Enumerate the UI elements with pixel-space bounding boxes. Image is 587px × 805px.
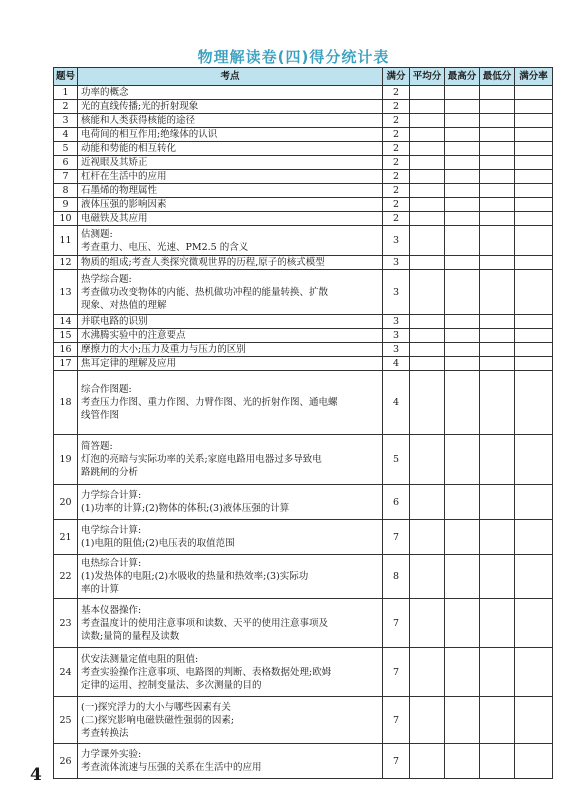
- topic-text-line: 简答题:: [81, 441, 113, 452]
- question-number: 7: [54, 170, 78, 184]
- question-number: 2: [54, 100, 78, 114]
- average-cell[interactable]: [410, 256, 445, 270]
- question-number: 15: [54, 329, 78, 343]
- full-rate-cell[interactable]: [515, 371, 553, 435]
- topic-cell: [78, 170, 383, 184]
- full-rate-cell[interactable]: [515, 212, 553, 226]
- full-score-cell: 3: [383, 256, 410, 270]
- min-score-cell[interactable]: [480, 212, 515, 226]
- min-score-cell[interactable]: [480, 520, 515, 555]
- average-cell[interactable]: [410, 114, 445, 128]
- topic-cell: [78, 100, 383, 114]
- average-cell[interactable]: [410, 329, 445, 343]
- min-score-cell[interactable]: [480, 315, 515, 329]
- max-score-cell[interactable]: [445, 697, 480, 744]
- question-number: 6: [54, 156, 78, 170]
- max-score-cell[interactable]: [445, 156, 480, 170]
- question-number: 9: [54, 198, 78, 212]
- table-header-row: [54, 68, 553, 86]
- table-row: [54, 142, 553, 156]
- min-score-cell[interactable]: [480, 435, 515, 485]
- average-cell[interactable]: [410, 648, 445, 697]
- topic-text-line: 摩擦力的大小;压力及重力与压力的区别: [81, 344, 246, 355]
- full-score-cell: 2: [383, 128, 410, 142]
- header-no: 题号: [54, 68, 78, 86]
- table-row: [54, 357, 553, 371]
- full-score-cell: 2: [383, 100, 410, 114]
- topic-cell: [78, 184, 383, 198]
- topic-text-line: 考查重力、电压、光速、PM2.5 的含义: [81, 241, 249, 253]
- average-cell[interactable]: [410, 343, 445, 357]
- table-row: [54, 198, 553, 212]
- topic-text-line: 基本仪器操作:: [81, 604, 142, 616]
- max-score-cell[interactable]: [445, 128, 480, 142]
- average-cell[interactable]: [410, 212, 445, 226]
- topic-cell: [78, 128, 383, 142]
- header-full-rate: 满分率: [515, 68, 553, 86]
- question-number: 21: [54, 520, 78, 555]
- topic-text-line: 线管作图: [81, 410, 120, 421]
- topic-text-line: 估测题:: [81, 228, 113, 240]
- question-number: 8: [54, 184, 78, 198]
- topic-text-line: 电学综合计算:: [81, 525, 142, 536]
- topic-cell: [78, 520, 383, 555]
- topic-text-line: 考查转换法: [81, 727, 129, 739]
- header-max: 最高分: [445, 68, 480, 86]
- topic-cell: [78, 270, 383, 315]
- table-row: [54, 226, 553, 256]
- max-score-cell[interactable]: [445, 599, 480, 648]
- topic-text-line: 物质的组成;考查人类探究微观世界的历程,原子的核式模型: [81, 257, 325, 268]
- min-score-cell[interactable]: [480, 329, 515, 343]
- min-score-cell[interactable]: [480, 184, 515, 198]
- full-rate-cell[interactable]: [515, 648, 553, 697]
- max-score-cell[interactable]: [445, 100, 480, 114]
- full-rate-cell[interactable]: [515, 198, 553, 212]
- max-score-cell[interactable]: [445, 212, 480, 226]
- topic-cell: [78, 142, 383, 156]
- min-score-cell[interactable]: [480, 270, 515, 315]
- average-cell[interactable]: [410, 198, 445, 212]
- topic-cell: [78, 114, 383, 128]
- full-rate-cell[interactable]: [515, 100, 553, 114]
- min-score-cell[interactable]: [480, 744, 515, 779]
- full-rate-cell[interactable]: [515, 697, 553, 744]
- full-score-cell: 3: [383, 343, 410, 357]
- topic-text-line: 动能和势能的相互转化: [81, 143, 177, 154]
- full-rate-cell[interactable]: [515, 520, 553, 555]
- full-score-cell: 2: [383, 184, 410, 198]
- topic-text-line: (1)功率的计算;(2)物体的体积;(3)液体压强的计算: [81, 503, 290, 514]
- topic-text-line: 现象、对热值的理解: [81, 299, 167, 311]
- full-rate-cell[interactable]: [515, 256, 553, 270]
- topic-text-line: 核能和人类获得核能的途径: [81, 115, 196, 126]
- full-rate-cell[interactable]: [515, 142, 553, 156]
- max-score-cell[interactable]: [445, 371, 480, 435]
- full-rate-cell[interactable]: [515, 156, 553, 170]
- full-score-cell: 7: [383, 648, 410, 697]
- table-row: [54, 555, 553, 599]
- full-rate-cell[interactable]: [515, 114, 553, 128]
- question-number: 5: [54, 142, 78, 156]
- topic-text-line: 电热综合计算:: [81, 558, 142, 569]
- topic-cell: [78, 744, 383, 779]
- topic-cell: [78, 343, 383, 357]
- question-number: 22: [54, 555, 78, 599]
- topic-text-line: 杠杆在生活中的应用: [81, 171, 167, 182]
- topic-cell: [78, 648, 383, 697]
- topic-text-line: 灯泡的亮暗与实际功率的关系;家庭电路用电器过多导致电: [81, 454, 322, 465]
- full-rate-cell[interactable]: [515, 357, 553, 371]
- topic-text-line: 并联电路的识别: [81, 316, 148, 327]
- topic-cell: [78, 329, 383, 343]
- average-cell[interactable]: [410, 270, 445, 315]
- topic-text-line: 率的计算: [81, 584, 120, 595]
- question-number: 18: [54, 371, 78, 435]
- min-score-cell[interactable]: [480, 357, 515, 371]
- max-score-cell[interactable]: [445, 648, 480, 697]
- table-row: [54, 744, 553, 779]
- average-cell[interactable]: [410, 86, 445, 100]
- question-number: 14: [54, 315, 78, 329]
- topic-text-line: 光的直线传播;光的折射现象: [81, 101, 199, 112]
- topic-text-line: 力学综合计算:: [81, 490, 142, 501]
- average-cell[interactable]: [410, 100, 445, 114]
- full-rate-cell[interactable]: [515, 315, 553, 329]
- average-cell[interactable]: [410, 371, 445, 435]
- header-topic: 考点: [78, 68, 383, 86]
- average-cell[interactable]: [410, 170, 445, 184]
- min-score-cell[interactable]: [480, 371, 515, 435]
- min-score-cell[interactable]: [480, 198, 515, 212]
- full-score-cell: 2: [383, 198, 410, 212]
- question-number: 16: [54, 343, 78, 357]
- topic-text-line: 伏安法测量定值电阻的阻值:: [81, 653, 199, 665]
- topic-cell: [78, 198, 383, 212]
- score-statistics-table: [53, 67, 553, 779]
- min-score-cell[interactable]: [480, 100, 515, 114]
- question-number: 17: [54, 357, 78, 371]
- full-score-cell: 3: [383, 226, 410, 256]
- average-cell[interactable]: [410, 435, 445, 485]
- full-score-cell: 7: [383, 520, 410, 555]
- topic-text-line: (一)探究浮力的大小与哪些因素有关: [81, 701, 231, 713]
- topic-cell: [78, 371, 383, 435]
- topic-cell: [78, 212, 383, 226]
- table-row: [54, 170, 553, 184]
- question-number: 19: [54, 435, 78, 485]
- full-score-cell: 2: [383, 114, 410, 128]
- average-cell[interactable]: [410, 128, 445, 142]
- table-row: [54, 520, 553, 555]
- topic-cell: [78, 555, 383, 599]
- average-cell[interactable]: [410, 142, 445, 156]
- topic-text-line: (二)探究影响电磁铁磁性强弱的因素;: [81, 714, 235, 726]
- min-score-cell[interactable]: [480, 256, 515, 270]
- full-rate-cell[interactable]: [515, 170, 553, 184]
- question-number: 24: [54, 648, 78, 697]
- question-number: 1: [54, 86, 78, 100]
- average-cell[interactable]: [410, 184, 445, 198]
- min-score-cell[interactable]: [480, 128, 515, 142]
- topic-cell: [78, 226, 383, 256]
- topic-text-line: 热学综合题:: [81, 273, 132, 285]
- topic-cell: [78, 357, 383, 371]
- full-score-cell: 7: [383, 697, 410, 744]
- max-score-cell[interactable]: [445, 744, 480, 779]
- full-score-cell: 2: [383, 156, 410, 170]
- max-score-cell[interactable]: [445, 343, 480, 357]
- question-number: 3: [54, 114, 78, 128]
- full-score-cell: 6: [383, 485, 410, 520]
- average-cell[interactable]: [410, 226, 445, 256]
- full-rate-cell[interactable]: [515, 343, 553, 357]
- question-number: 10: [54, 212, 78, 226]
- table-row: [54, 86, 553, 100]
- table-row: [54, 371, 553, 435]
- full-score-cell: 2: [383, 86, 410, 100]
- min-score-cell[interactable]: [480, 555, 515, 599]
- table-row: [54, 343, 553, 357]
- topic-cell: [78, 485, 383, 520]
- min-score-cell[interactable]: [480, 86, 515, 100]
- table-row: [54, 100, 553, 114]
- max-score-cell[interactable]: [445, 555, 480, 599]
- full-rate-cell[interactable]: [515, 128, 553, 142]
- full-score-cell: 3: [383, 315, 410, 329]
- table-row: [54, 114, 553, 128]
- full-rate-cell[interactable]: [515, 270, 553, 315]
- average-cell[interactable]: [410, 357, 445, 371]
- topic-text-line: 近视眼及其矫正: [81, 157, 148, 168]
- average-cell[interactable]: [410, 520, 445, 555]
- max-score-cell[interactable]: [445, 170, 480, 184]
- min-score-cell[interactable]: [480, 114, 515, 128]
- max-score-cell[interactable]: [445, 256, 480, 270]
- min-score-cell[interactable]: [480, 485, 515, 520]
- full-rate-cell[interactable]: [515, 226, 553, 256]
- max-score-cell[interactable]: [445, 226, 480, 256]
- topic-text-line: 水沸腾实验中的注意要点: [81, 330, 186, 341]
- max-score-cell[interactable]: [445, 315, 480, 329]
- question-number: 4: [54, 128, 78, 142]
- full-score-cell: 5: [383, 435, 410, 485]
- full-rate-cell[interactable]: [515, 86, 553, 100]
- topic-text-line: 考查压力作图、重力作图、力臂作图、光的折射作图、通电螺: [81, 397, 338, 408]
- topic-text-line: 功率的概念: [81, 87, 129, 98]
- topic-cell: [78, 86, 383, 100]
- question-number: 20: [54, 485, 78, 520]
- header-average: 平均分: [410, 68, 445, 86]
- topic-text-line: 定律的运用、控制变量法、多次测量的目的: [81, 679, 262, 691]
- table-row: [54, 648, 553, 697]
- full-score-cell: 2: [383, 212, 410, 226]
- question-number: 26: [54, 744, 78, 779]
- table-row: [54, 485, 553, 520]
- table-row: [54, 599, 553, 648]
- table-row: [54, 329, 553, 343]
- table-row: [54, 697, 553, 744]
- topic-text-line: 石墨烯的物理属性: [81, 185, 158, 196]
- question-number: 25: [54, 697, 78, 744]
- max-score-cell[interactable]: [445, 329, 480, 343]
- topic-cell: [78, 697, 383, 744]
- topic-text-line: 考查实验操作注意事项、电路图的判断、表格数据处理;欧姆: [81, 666, 332, 678]
- question-number: 12: [54, 256, 78, 270]
- full-rate-cell[interactable]: [515, 555, 553, 599]
- question-number: 13: [54, 270, 78, 315]
- full-score-cell: 2: [383, 142, 410, 156]
- table-row: [54, 156, 553, 170]
- topic-text-line: 考查流体流速与压强的关系在生活中的应用: [81, 762, 262, 773]
- table-row: [54, 212, 553, 226]
- full-rate-cell[interactable]: [515, 485, 553, 520]
- topic-cell: [78, 599, 383, 648]
- average-cell[interactable]: [410, 599, 445, 648]
- header-full-score: 满分: [383, 68, 410, 86]
- full-rate-cell[interactable]: [515, 435, 553, 485]
- topic-cell: [78, 156, 383, 170]
- full-score-cell: 3: [383, 329, 410, 343]
- topic-text-line: 综合作图题:: [81, 384, 132, 395]
- full-rate-cell[interactable]: [515, 329, 553, 343]
- max-score-cell[interactable]: [445, 520, 480, 555]
- topic-text-line: (1)电阻的阻值;(2)电压表的取值范围: [81, 538, 235, 549]
- full-rate-cell[interactable]: [515, 184, 553, 198]
- topic-text-line: 路跳闸的分析: [81, 467, 139, 478]
- topic-text-line: 电磁铁及其应用: [81, 213, 148, 224]
- table-body: [54, 86, 553, 779]
- max-score-cell[interactable]: [445, 198, 480, 212]
- max-score-cell[interactable]: [445, 270, 480, 315]
- topic-text-line: 焦耳定律的理解及应用: [81, 358, 177, 369]
- table-row: [54, 315, 553, 329]
- topic-text-line: 考查做功改变物体的内能、热机做功冲程的能量转换、扩散: [81, 286, 329, 298]
- full-rate-cell[interactable]: [515, 599, 553, 648]
- full-score-cell: 7: [383, 744, 410, 779]
- min-score-cell[interactable]: [480, 156, 515, 170]
- header-min: 最低分: [480, 68, 515, 86]
- max-score-cell[interactable]: [445, 485, 480, 520]
- table-title: 物理解读卷(四)得分统计表: [197, 48, 390, 66]
- topic-text-line: 电荷间的相互作用;绝缘体的认识: [81, 129, 218, 140]
- topic-text-line: 力学课外实验:: [81, 749, 142, 760]
- topic-cell: [78, 435, 383, 485]
- max-score-cell[interactable]: [445, 435, 480, 485]
- topic-cell: [78, 256, 383, 270]
- table-row: [54, 270, 553, 315]
- average-cell[interactable]: [410, 555, 445, 599]
- page-number: 4: [30, 765, 42, 785]
- max-score-cell[interactable]: [445, 86, 480, 100]
- question-number: 23: [54, 599, 78, 648]
- max-score-cell[interactable]: [445, 357, 480, 371]
- average-cell[interactable]: [410, 156, 445, 170]
- table-row: [54, 256, 553, 270]
- table-row: [54, 435, 553, 485]
- topic-text-line: 读数;量筒的量程及读数: [81, 630, 180, 642]
- full-score-cell: 4: [383, 371, 410, 435]
- full-score-cell: 7: [383, 599, 410, 648]
- min-score-cell[interactable]: [480, 343, 515, 357]
- average-cell[interactable]: [410, 697, 445, 744]
- min-score-cell[interactable]: [480, 648, 515, 697]
- full-score-cell: 8: [383, 555, 410, 599]
- full-rate-cell[interactable]: [515, 744, 553, 779]
- min-score-cell[interactable]: [480, 142, 515, 156]
- table-row: [54, 184, 553, 198]
- max-score-cell[interactable]: [445, 114, 480, 128]
- max-score-cell[interactable]: [445, 142, 480, 156]
- topic-text-line: (1)发热体的电阻;(2)水吸收的热量和热效率;(3)实际功: [81, 571, 309, 582]
- max-score-cell[interactable]: [445, 184, 480, 198]
- min-score-cell[interactable]: [480, 697, 515, 744]
- min-score-cell[interactable]: [480, 226, 515, 256]
- full-score-cell: 2: [383, 170, 410, 184]
- topic-cell: [78, 315, 383, 329]
- full-score-cell: 3: [383, 270, 410, 315]
- full-score-cell: 4: [383, 357, 410, 371]
- average-cell[interactable]: [410, 485, 445, 520]
- table-row: [54, 128, 553, 142]
- question-number: 11: [54, 226, 78, 256]
- topic-text-line: 液体压强的影响因素: [81, 199, 167, 210]
- average-cell[interactable]: [410, 744, 445, 779]
- topic-text-line: 考查温度计的使用注意事项和读数、天平的使用注意事项及: [81, 617, 329, 629]
- min-score-cell[interactable]: [480, 599, 515, 648]
- average-cell[interactable]: [410, 315, 445, 329]
- min-score-cell[interactable]: [480, 170, 515, 184]
